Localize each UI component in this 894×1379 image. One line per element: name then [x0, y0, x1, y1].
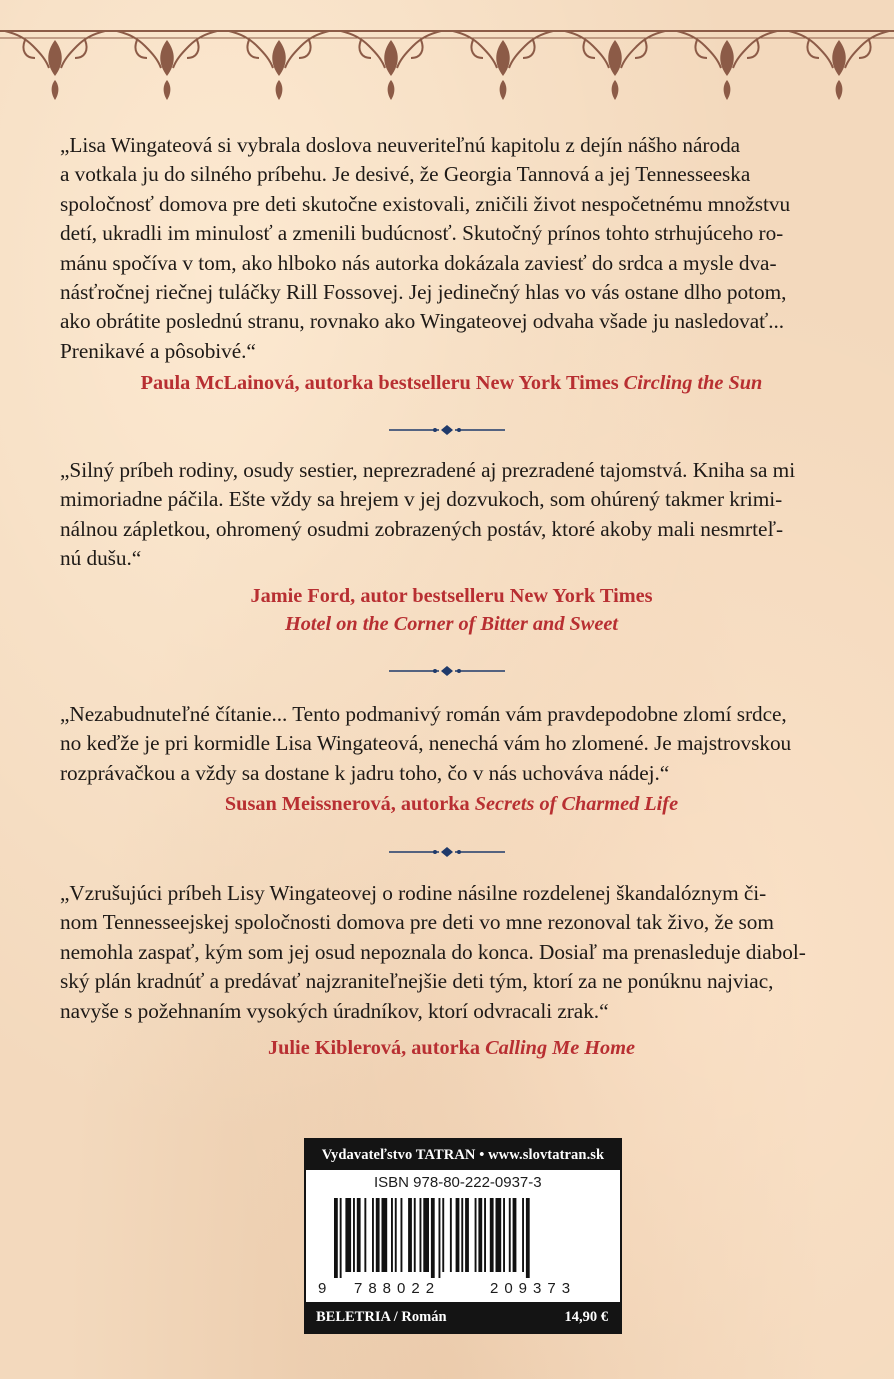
barcode-digits-left: 788022 — [354, 1280, 441, 1297]
divider-dot — [433, 428, 437, 432]
barcode-bar — [345, 1198, 351, 1272]
barcode-bar — [461, 1198, 463, 1272]
barcode-bar — [340, 1198, 342, 1278]
ornament-motif — [229, 31, 329, 100]
top-border-line — [0, 30, 894, 32]
ornamental-divider-2 — [387, 665, 507, 677]
quote-text-4: „Vzrušujúci príbeh Lisy Wingateovej o rodine násilne rozdelenej škandalóznym či- nom Tennesseejskej spoločnosti domova pre deti vo mne rezonoval tak živo, že som nemohla zaspať, kým som jej osud nepoznala do konca. Dosiaľ ma prenasleduje diabol- ský plán kradnúť a predávať najzraniteľnejšie deti tým, ktorí za ne ponúknu najviac, navyše s požehnaním vysokých úradníkov, ktorí odvracali zrak.“ — [60, 881, 806, 1023]
barcode-bar — [442, 1198, 444, 1272]
barcode-bar — [364, 1198, 366, 1272]
divider-dot — [457, 669, 461, 673]
barcode-bar — [465, 1198, 469, 1272]
quote-block-1 — [60, 131, 843, 397]
barcode-bar — [513, 1198, 517, 1272]
barcode-bar — [414, 1198, 416, 1272]
ornamental-divider-1 — [387, 424, 507, 436]
divider-diamond — [441, 847, 453, 857]
quote-author-4-title: Calling Me Home — [485, 1037, 635, 1060]
barcode-bar — [450, 1198, 452, 1272]
barcode-bar — [423, 1198, 429, 1272]
barcode-bar — [395, 1198, 397, 1272]
ornament-motif — [453, 31, 553, 100]
barcode-bar — [490, 1198, 494, 1272]
barcode-bar — [496, 1198, 502, 1272]
divider-diamond — [441, 666, 453, 676]
divider-dot — [457, 850, 461, 854]
quote-author-1: Paula McLainová, autorka bestselleru New York Times Circling the Sun — [140, 372, 763, 395]
quote-author-3-title: Secrets of Charmed Life — [474, 793, 679, 816]
quote-author-3: Susan Meissnerová, autorka Secrets of Charmed Life — [224, 793, 679, 816]
ornament-motif — [789, 31, 889, 100]
ornament-motif — [677, 31, 777, 100]
barcode-bar — [439, 1198, 441, 1278]
ornament-motif — [5, 31, 105, 100]
barcode-bar — [522, 1198, 524, 1272]
top-ornament-frieze — [0, 0, 894, 110]
barcode-bar — [484, 1198, 486, 1272]
barcode-bar — [526, 1198, 530, 1278]
barcode-bar — [401, 1198, 403, 1272]
barcode — [332, 1198, 610, 1278]
barcode-bar — [376, 1198, 380, 1272]
quote-author-2-title: Hotel on the Corner of Bitter and Sweet — [285, 612, 618, 635]
genre-price-bar — [306, 1302, 620, 1332]
genre-label: BELETRIA / Román — [316, 1309, 447, 1325]
barcode-bar — [503, 1198, 505, 1272]
barcode-bar — [509, 1198, 511, 1272]
barcode-digit-first: 9 — [318, 1280, 327, 1297]
isbn-label: ISBN 978-80-222-0937-3 — [374, 1174, 542, 1191]
barcode-bar — [420, 1198, 422, 1272]
ornamental-divider-3 — [387, 846, 507, 858]
barcode-bar — [478, 1198, 482, 1272]
quote-block-3 — [60, 700, 843, 818]
publisher-line: Vydavateľstvo TATRAN • www.slovtatran.sk — [306, 1140, 620, 1170]
price-label: 14,90 € — [564, 1309, 608, 1325]
divider-dot — [433, 669, 437, 673]
divider-diamond — [441, 425, 453, 435]
barcode-bar — [391, 1198, 393, 1272]
divider-dot — [433, 850, 437, 854]
barcode-bar — [408, 1198, 412, 1272]
barcode-digits-right: 209373 — [490, 1280, 577, 1297]
barcode-bar — [456, 1198, 460, 1272]
barcode-bar — [357, 1198, 361, 1272]
ornament-motif — [341, 31, 441, 100]
quote-author-1-title: Circling the Sun — [623, 372, 763, 395]
barcode-bar — [334, 1198, 338, 1278]
ornament-motif — [117, 31, 217, 100]
ornament-motif — [565, 31, 665, 100]
quote-text-3: „Nezabudnuteľné čítanie... Tento podmanivý román vám pravdepodobne zlomí srdce, no keďže je pri kormidle Lisa Wingateová, nenechá vám ho zlomené. Je majstrovskou rozprávačkou a vždy sa dostane k jadru toho, čo v nás uchováva nádej.“ — [60, 702, 792, 785]
quote-text-1: „Lisa Wingateová si vybrala doslova neuveriteľnú kapitolu z dejín nášho národa a votkala ju do silného príbehu. Je desivé, že Georgia Tannová a jej Tennesseeska spoločnosť domova pre deti skutočne existovali, zničili život nespočetnému množstvu detí, ukradli im minulosť a zmenili budúcnosť. Skutočný prínos tohto strhujúceho ro- mánu spočíva v tom, ako hlboko nás autorka dokázala zaviesť do srdca a mysle dva- násťročnej riečnej tuláčky Rill Fossovej. Jej jedinečný hlas vo vás ostane dlho potom, ako obrátite poslednú stranu, rovnako ako Wingateovej odvaha všade ju nasledovať... Prenikavé a pôsobivé.“ — [60, 133, 791, 363]
quote-text-2: „Silný príbeh rodiny, osudy sestier, neprezradené aj prezradené tajomstvá. Kniha sa mi mimoriadne páčila. Ešte vždy sa hrejem v jej dozvukoch, som ohúrený takmer krimi- nálnou zápletkou, ohromený osudmi zobrazených postáv, ktoré akoby mali nesmrteľ- nú dušu.“ — [60, 458, 796, 571]
barcode-bar — [353, 1198, 355, 1272]
quote-block-2 — [60, 456, 843, 638]
divider-dot — [457, 428, 461, 432]
isbn-publisher-box — [304, 1138, 622, 1334]
quote-author-4: Julie Kiblerová, autorka Calling Me Home — [268, 1037, 635, 1060]
barcode-bar — [475, 1198, 477, 1272]
barcode-bar — [431, 1198, 435, 1278]
barcode-bar — [372, 1198, 374, 1272]
quote-block-4 — [60, 879, 843, 1062]
quote-author-2: Jamie Ford, autor bestselleru New York Times Hotel on the Corner of Bitter and Sweet — [250, 584, 653, 635]
barcode-bar — [382, 1198, 388, 1272]
